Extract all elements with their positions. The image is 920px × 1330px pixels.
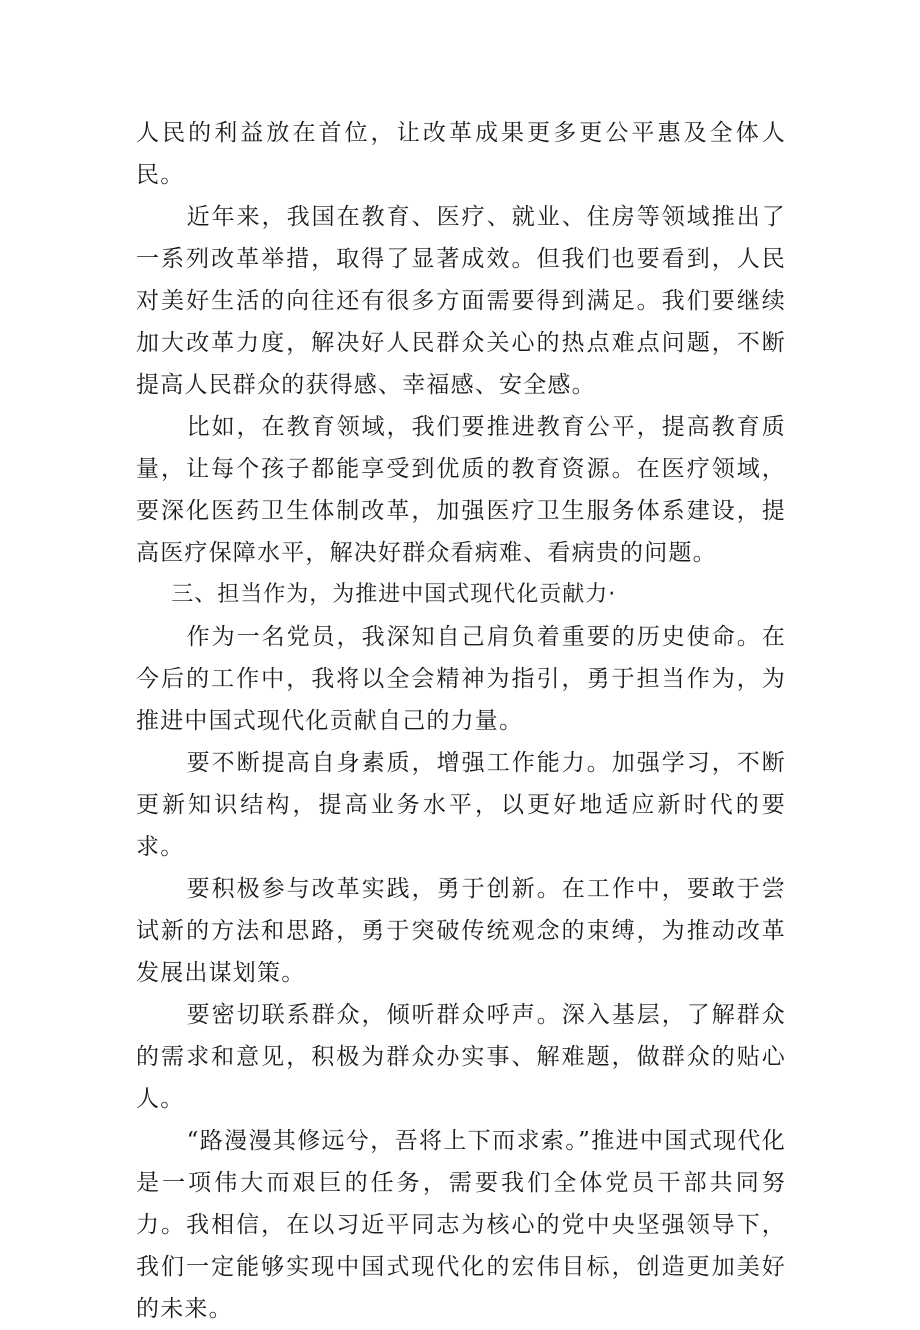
paragraph-improve-quality: 要不断提高自身素质，增强工作能力。加强学习，不断更新知识结构，提高业务水平，以更好地适应新时代的要求。 xyxy=(136,750,786,860)
paragraph-continuation: 人民的利益放在首位，让改革成果更多更公平惠及全体人民。 xyxy=(136,120,786,188)
section-heading-three: 三、担当作为，为推进中国式现代化贡献力· xyxy=(171,582,617,607)
paragraph-reform-achievements: 近年来，我国在教育、医疗、就业、住房等领域推出了一系列改革举措，取得了显著成效。但我们也要看到，人民对美好生活的向往还有很多方面需要得到满足。我们要继续加大改革力度，解决好人民群众关心的热点难点问题，不断提高人民群众的获得感、幸福感、安全感。 xyxy=(136,204,786,398)
paragraph-contact-masses: 要密切联系群众，倾听群众呼声。深入基层，了解群众的需求和意见，积极为群众办实事、解难题，做群众的贴心人。 xyxy=(136,1002,786,1112)
paragraph-reform-practice: 要积极参与改革实践，勇于创新。在工作中，要敢于尝试新的方法和思路，勇于突破传统观念的束缚，为推动改革发展出谋划策。 xyxy=(136,876,786,986)
paragraph-education-medical: 比如，在教育领域，我们要推进教育公平，提高教育质量，让每个孩子都能享受到优质的教育资源。在医疗领域，要深化医药卫生体制改革，加强医疗卫生服务体系建设，提高医疗保障水平，解决好群众看病难、看病贵的问题。 xyxy=(136,414,786,566)
paragraph-party-member-mission: 作为一名党员，我深知自己肩负着重要的历史使命。在今后的工作中，我将以全会精神为指引，勇于担当作为，为推进中国式现代化贡献自己的力量。 xyxy=(136,624,786,734)
document-body xyxy=(136,112,786,1330)
paragraph-conclusion: “路漫漫其修远兮，吾将上下而求索。”推进中国式现代化是一项伟大而艰巨的任务，需要我们全体党员干部共同努力。我相信，在以习近平同志为核心的党中央坚强领导下，我们一定能够实现中国式现代化的宏伟目标，创造更加美好的未来。 xyxy=(136,1128,786,1322)
